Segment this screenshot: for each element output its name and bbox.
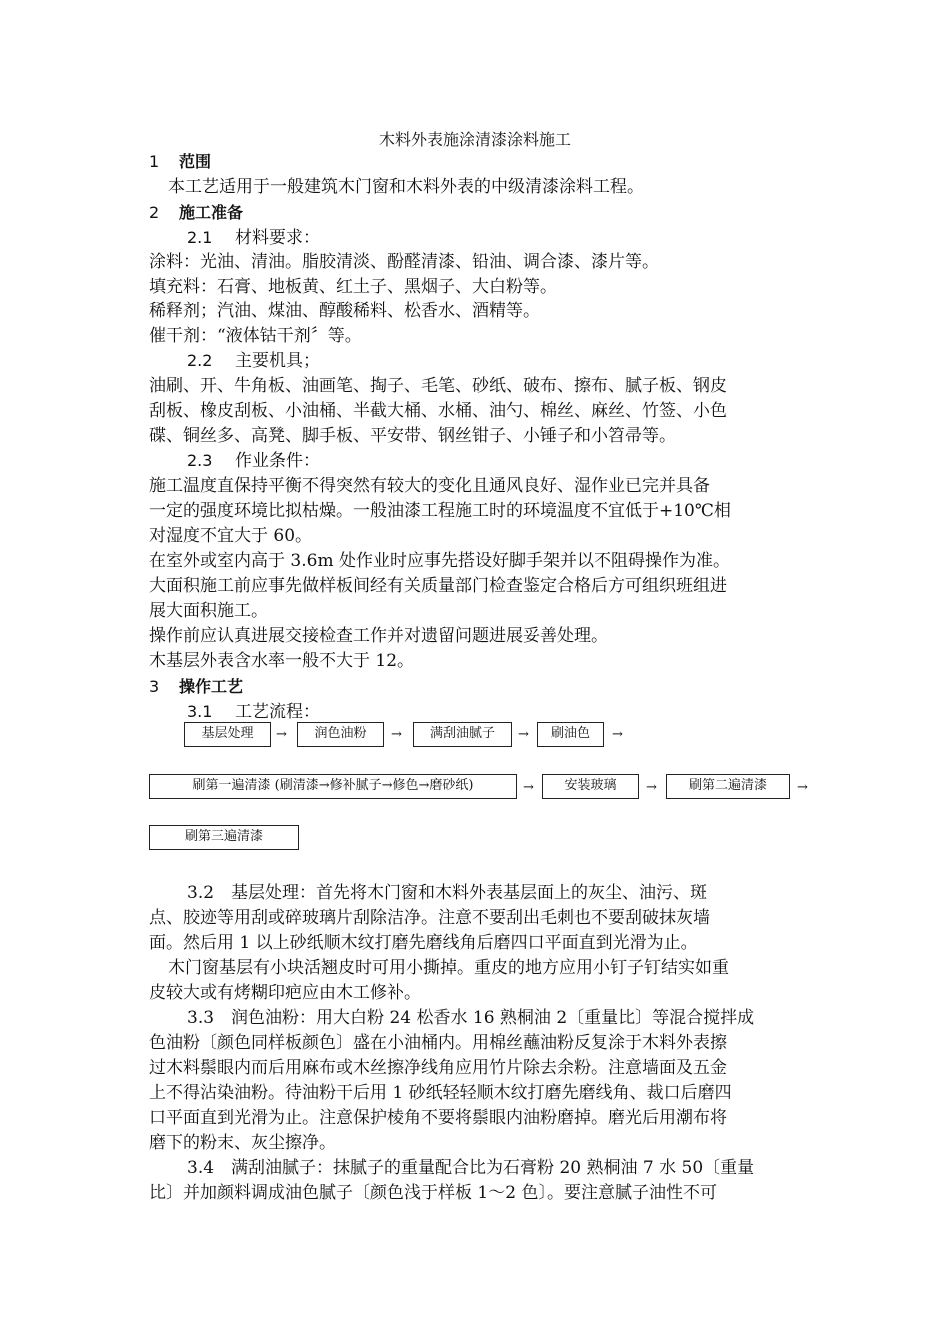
paragraph-line: 刮板、橡皮刮板、小油桶、半截大桶、水桶、油勺、棉丝、麻丝、竹签、小色: [149, 401, 727, 421]
paragraph-line: 展大面积施工。: [149, 601, 268, 621]
flow-step-third-varnish: 刷第三遍清漆: [149, 825, 299, 850]
section-title: 操作工艺: [179, 677, 244, 696]
flow-step-putty: 满刮油腻子: [413, 722, 512, 747]
paragraph-line: 一定的强度环境比拟枯燥。一般油漆工程施工时的环境温度不宜低于+10℃相: [149, 501, 731, 521]
arrow-icon: →: [391, 727, 402, 742]
section-title: 施工准备: [179, 203, 244, 222]
paragraph-line: 碟、铜丝多、高凳、脚手板、平安带、钢丝钳子、小锤子和小笤帚等。: [149, 426, 676, 446]
subsection-number: 2.2: [187, 351, 213, 370]
paragraph-line: 在室外或室内高于 3.6m 处作业时应事先搭设好脚手架并以不阻碍操作为准。: [149, 551, 730, 571]
subsection-2-3-heading: [187, 449, 320, 473]
section-3-heading: [149, 675, 243, 699]
section-1-text: 本工艺适用于一般建筑木门窗和木料外表的中级清漆涂料工程。: [168, 177, 644, 197]
subsection-2-1-heading: [187, 226, 320, 250]
paragraph-line: 催干剂：“液体钴干剂〞等。: [149, 326, 362, 346]
subsection-title: 主要机具；: [235, 351, 320, 371]
paragraph-line: 操作前应认真进展交接检查工作并对遗留问题进展妥善处理。: [149, 626, 608, 646]
paragraph-line: 色油粉〔颜色同样板颜色〕盛在小油桶内。用棉丝蘸油粉反复涂于木料外表擦: [149, 1033, 727, 1053]
section-1-heading: [149, 150, 211, 174]
subsection-3-1-heading: [187, 700, 320, 724]
paragraph-line: 填充料：石膏、地板黄、红土子、黑烟子、大白粉等。: [149, 277, 557, 297]
arrow-icon: →: [523, 780, 534, 795]
section-number: 3: [149, 677, 160, 696]
paragraph-line: 3.3 润色油粉：用大白粉 24 松香水 16 熟桐油 2〔重量比〕等混合搅拌成: [187, 1008, 755, 1028]
section-title: 范围: [179, 152, 212, 171]
paragraph-line: 磨下的粉末、灰尘擦净。: [149, 1133, 336, 1153]
paragraph-line: 比〕并加颜料调成油色腻子〔颜色浅于样板 1～2 色〕。要注意腻子油性不可: [149, 1183, 717, 1203]
subsection-number: 2.1: [187, 228, 213, 247]
arrow-icon: →: [276, 727, 287, 742]
section-number: 2: [149, 203, 160, 222]
subsection-number: 2.3: [187, 451, 213, 470]
paragraph-line: 油刷、开、牛角板、油画笔、掏子、毛笔、砂纸、破布、擦布、腻子板、钢皮: [149, 376, 727, 396]
subsection-title: 作业条件：: [235, 451, 320, 471]
paragraph-line: 大面积施工前应事先做样板间经有关质量部门检查鉴定合格后方可组织班组进: [149, 576, 727, 596]
paragraph-line: 皮较大或有烤糊印疤应由木工修补。: [149, 983, 421, 1003]
paragraph-line: 3.4 满刮油腻子：抹腻子的重量配合比为石膏粉 20 熟桐油 7 水 50〔重量: [187, 1158, 755, 1178]
paragraph-line: 过木料鬃眼内而后用麻布或木丝擦净线角应用竹片除去余粉。注意墙面及五金: [149, 1058, 727, 1078]
paragraph-line: 木门窗基层有小块活翘皮时可用小撕掉。重皮的地方应用小钉子钉结实如重: [168, 958, 729, 978]
arrow-icon: →: [797, 780, 808, 795]
subsection-title: 材料要求：: [235, 228, 320, 248]
paragraph-line: 3.2 基层处理：首先将木门窗和木料外表基层面上的灰尘、油污、斑: [187, 883, 708, 903]
flow-step-first-varnish: 刷第一遍清漆 (刷清漆→修补腻子→修色→磨砂纸): [149, 774, 517, 799]
paragraph-line: 稀释剂；汽油、煤油、醇酸稀料、松香水、酒精等。: [149, 301, 540, 321]
arrow-icon: →: [518, 727, 529, 742]
document-title: 木料外表施涂清漆涂料施工: [378, 130, 571, 149]
paragraph-line: 面。然后用 1 以上砂纸顺木纹打磨先磨线角后磨四口平面直到光滑为止。: [149, 933, 698, 953]
paragraph-line: 涂料：光油、清油。脂胶清淡、酚醛清漆、铅油、调合漆、漆片等。: [149, 252, 659, 272]
flow-step-oil-powder: 润色油粉: [297, 722, 384, 747]
flow-step-second-varnish: 刷第二遍清漆: [666, 774, 790, 799]
arrow-icon: →: [646, 780, 657, 795]
paragraph-line: 上不得沾染油粉。待油粉干后用 1 砂纸轻轻顺木纹打磨先磨线角、裁口后磨四: [149, 1083, 732, 1103]
subsection-2-2-heading: [187, 349, 320, 373]
section-2-heading: [149, 201, 243, 225]
flow-step-color-oil: 刷油色: [537, 722, 604, 747]
paragraph-line: 施工温度直保持平衡不得突然有较大的变化且通风良好、湿作业已完并具备: [149, 476, 710, 496]
flow-step-base-treatment: 基层处理: [184, 722, 271, 747]
subsection-number: 3.1: [187, 702, 213, 721]
section-number: 1: [149, 152, 160, 171]
paragraph-line: 对湿度不宜大于 60。: [149, 526, 313, 546]
flow-step-install-glass: 安装玻璃: [542, 774, 639, 799]
subsection-title: 工艺流程：: [235, 702, 320, 722]
paragraph-line: 口平面直到光滑为止。注意保护棱角不要将鬃眼内油粉磨掉。磨光后用潮布将: [149, 1108, 727, 1128]
arrow-icon: →: [612, 727, 623, 742]
paragraph-line: 点、胶迹等用刮或碎玻璃片刮除洁净。注意不要刮出毛刺也不要刮破抹灰墙: [149, 908, 710, 928]
paragraph-line: 木基层外表含水率一般不大于 12。: [149, 651, 415, 671]
